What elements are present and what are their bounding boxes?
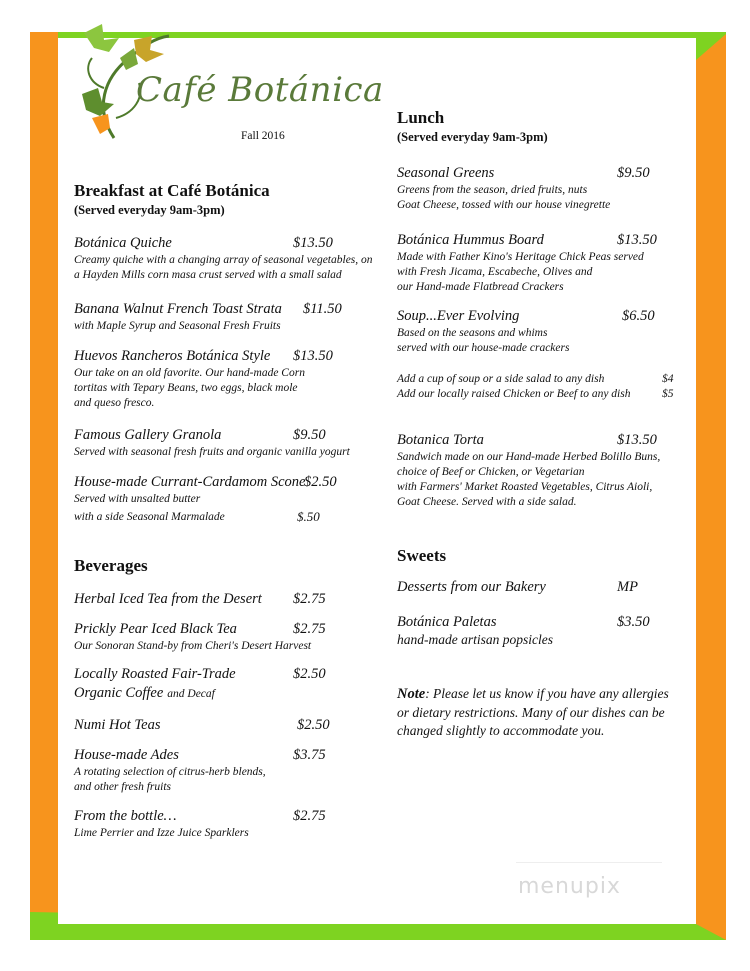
allergy-note-line: or dietary restrictions. Many of our dishes can be — [397, 705, 665, 720]
menu-item-price: $2.50 — [293, 666, 326, 682]
menu-item-desc: Based on the seasons and whims — [397, 327, 548, 339]
menu-item-price: $2.75 — [293, 621, 326, 637]
menu-item-name: Herbal Iced Tea from the Desert — [74, 591, 262, 607]
menu-item-extra-price: $.50 — [297, 509, 320, 524]
menu-item-desc: tortitas with Tepary Beans, two eggs, black mole — [74, 382, 298, 394]
menu-item-desc: with Fresh Jicama, Escabeche, Olives and — [397, 266, 593, 278]
menu-item-name: Seasonal Greens — [397, 165, 495, 181]
menu-item-name: Desserts from our Bakery — [397, 579, 546, 595]
menu-item-price: $13.50 — [293, 235, 333, 251]
menu-item-desc: Greens from the season, dried fruits, nuts — [397, 184, 588, 196]
menu-item-name: Prickly Pear Iced Black Tea — [74, 621, 237, 637]
menu-item-name: House-made Currant-Cardamom Scone — [74, 474, 306, 490]
addon-text: Add a cup of soup or a side salad to any dish — [397, 373, 605, 385]
menu-item-name: Botánica Quiche — [74, 235, 172, 251]
addon-text: Add our locally raised Chicken or Beef to any dish — [397, 388, 631, 400]
menu-item-price: $13.50 — [293, 348, 333, 364]
menu-item-desc: Goat Cheese, tossed with our house vinegrette — [397, 199, 611, 211]
menu-item-price: $9.50 — [293, 427, 326, 443]
menu-item-name: Famous Gallery Granola — [74, 427, 222, 443]
menu-item-desc: A rotating selection of citrus-herb blends, — [74, 766, 266, 778]
allergy-note: Note: Please let us know if you have any allergies — [397, 686, 669, 702]
menu-item-price: $2.75 — [293, 591, 326, 607]
menu-item-name: Botánica Paletas — [397, 614, 497, 630]
menu-item-price: $9.50 — [617, 165, 650, 181]
menu-item-desc: Made with Father Kino's Heritage Chick Peas served — [397, 251, 644, 263]
lunch-heading: Lunch — [397, 108, 445, 127]
menu-item-price: $13.50 — [617, 432, 657, 448]
menu-item-desc: Served with unsalted butter — [74, 493, 201, 505]
menu-item-price: $2.50 — [304, 474, 337, 490]
allergy-note-line: changed slightly to accommodate you. — [397, 723, 605, 738]
menu-item-name: Botánica Hummus Board — [397, 232, 544, 248]
right-orange-band — [696, 34, 726, 940]
menu-item-desc: choice of Beef or Chicken, or Vegetarian — [397, 466, 585, 478]
note-label: Note — [397, 686, 426, 702]
menu-item-name: Soup...Ever Evolving — [397, 308, 520, 324]
menu-item-price: $2.75 — [293, 808, 326, 824]
menu-item-desc: and other fresh fruits — [74, 781, 172, 793]
menu-item-price: $3.50 — [617, 614, 650, 630]
watermark-divider — [516, 862, 662, 863]
menu-item-desc: hand-made artisan popsicles — [397, 632, 553, 647]
menu-item-name: Botanica Torta — [397, 432, 484, 448]
beverages-heading: Beverages — [74, 556, 148, 575]
menu-item-name: Banana Walnut French Toast Strata — [74, 301, 282, 317]
menu-item-name: Locally Roasted Fair-Trade — [74, 666, 236, 682]
addon-price: $5 — [662, 388, 674, 400]
menu-item-desc: Sandwich made on our Hand-made Herbed Bolillo Buns, — [397, 451, 661, 463]
addon-price: $4 — [662, 373, 674, 385]
menu-item-desc: with Maple Syrup and Seasonal Fresh Fruits — [74, 320, 281, 332]
menu-item-price: $2.50 — [297, 717, 330, 733]
menu-item-desc: with Farmers' Market Roasted Vegetables, Citrus Aioli, — [397, 481, 653, 493]
season-label: Fall 2016 — [241, 130, 285, 142]
menu-item-desc: served with our house-made crackers — [397, 342, 570, 354]
menupix-watermark: menupix — [518, 874, 621, 899]
breakfast-heading: Breakfast at Café Botánica — [74, 181, 270, 200]
menu-item-price: $13.50 — [617, 232, 657, 248]
menu-item-name-line2: Organic Coffee and Decaf — [74, 685, 215, 701]
menu-item-desc: a Hayden Mills corn masa crust served with a small salad — [74, 269, 342, 281]
menu-item-price: $3.75 — [293, 747, 326, 763]
menu-item-name: Numi Hot Teas — [74, 717, 161, 733]
menu-item-desc: and queso fresco. — [74, 397, 155, 409]
sweets-heading: Sweets — [397, 546, 447, 565]
menu-item-desc: our Hand-made Flatbread Crackers — [397, 281, 564, 293]
menu-item-desc: Served with seasonal fresh fruits and organic vanilla yogurt — [74, 446, 350, 458]
menu-item-desc: Our take on an old favorite. Our hand-made Corn — [74, 367, 305, 379]
menu-item-extra: with a side Seasonal Marmalade — [74, 511, 225, 523]
menu-item-name: From the bottle… — [74, 808, 177, 824]
menu-item-desc: Goat Cheese. Served with a side salad. — [397, 496, 577, 508]
menu-item-price: $6.50 — [622, 308, 655, 324]
menu-item-name: House-made Ades — [74, 747, 179, 763]
menu-item-price: $11.50 — [303, 301, 342, 317]
menu-item-desc: Creamy quiche with a changing array of seasonal vegetables, on — [74, 254, 373, 266]
brand-logo-text: Café Botánica — [136, 70, 384, 110]
menu-item-desc: Our Sonoran Stand-by from Cheri's Desert Harvest — [74, 640, 312, 652]
menu-item-price: MP — [617, 579, 638, 595]
left-orange-band — [30, 32, 58, 940]
lunch-hours: (Served everyday 9am-3pm) — [397, 130, 548, 144]
breakfast-hours: (Served everyday 9am-3pm) — [74, 203, 225, 217]
menu-item-desc: Lime Perrier and Izze Juice Sparklers — [74, 827, 249, 839]
menu-item-name: Huevos Rancheros Botánica Style — [74, 348, 271, 364]
